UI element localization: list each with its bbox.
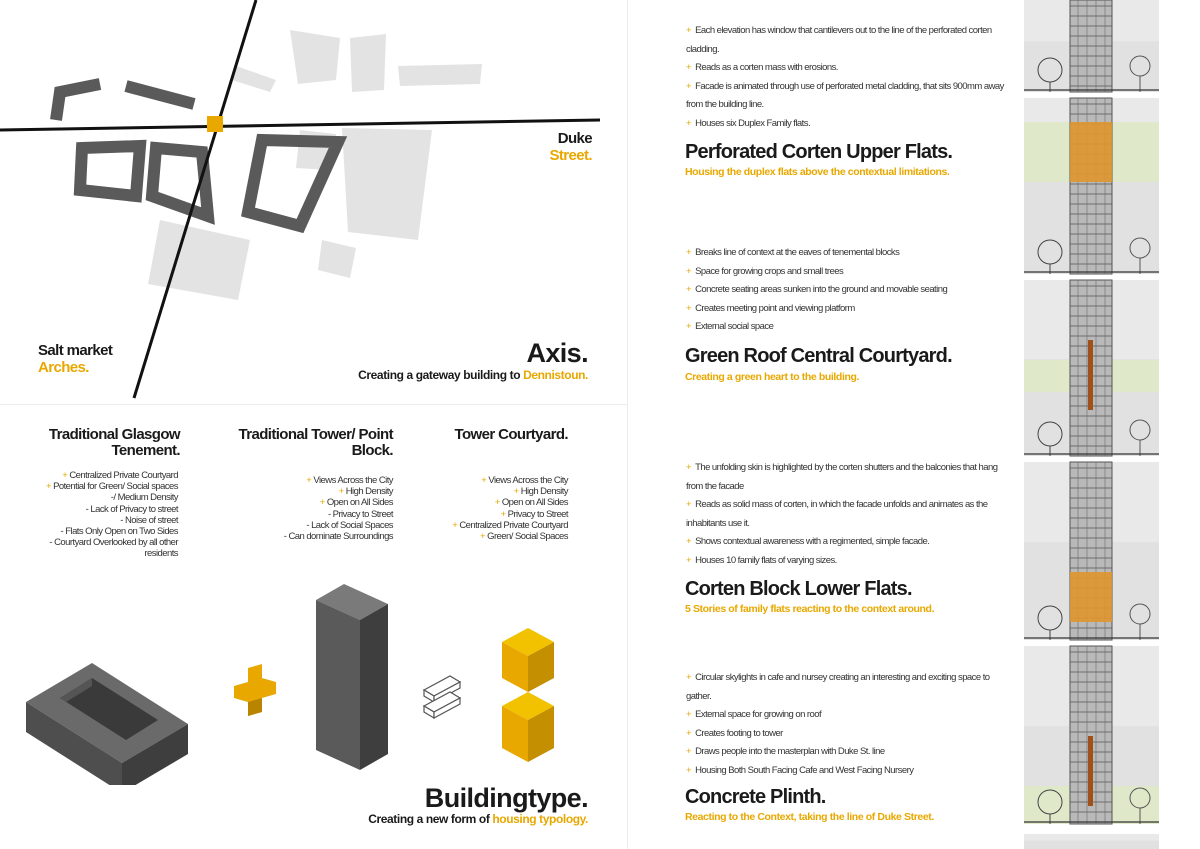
- corten-cladding: [1070, 122, 1112, 182]
- bullet-marker: +: [494, 497, 502, 509]
- duke-street-label: [500, 130, 592, 164]
- list-item-text: Views Across the City: [488, 475, 568, 486]
- bullet-marker: +: [686, 672, 694, 683]
- list-item: [686, 496, 1016, 533]
- bullet-marker: +: [452, 519, 460, 531]
- section-4-subtitle: Reacting to the Context, taking the line of Duke Street.: [685, 811, 934, 823]
- bullet-marker: +: [686, 80, 694, 92]
- section-1-title: Perforated Corten Upper Flats.: [685, 141, 953, 163]
- list-item: [410, 497, 568, 508]
- list-item: [410, 531, 568, 542]
- buildingtype-subtitle-highlight: housing typology.: [492, 812, 588, 826]
- type-title-tower-courtyard: Tower Courtyard.: [454, 426, 568, 443]
- type-list-tower: [235, 475, 393, 542]
- list-item: [235, 486, 393, 497]
- bullet-marker: -: [327, 508, 333, 520]
- list-item-text: Draws people into the masterplan with Duke St. line: [695, 746, 885, 757]
- bullet-marker: +: [306, 475, 314, 486]
- bullet-marker: +: [319, 497, 327, 509]
- list-item: [20, 526, 178, 537]
- axis-subtitle-highlight: Dennistoun.: [523, 368, 588, 382]
- list-item-text: Houses six Duplex Family flats.: [695, 117, 811, 129]
- list-item-text: Houses 10 family flats of varying sizes.: [695, 554, 837, 566]
- list-item: [686, 78, 1016, 115]
- list-item: [686, 725, 1016, 744]
- list-item-text: External space for growing on roof: [695, 709, 822, 720]
- section-1-list: [686, 22, 1016, 133]
- section-4-list: [686, 669, 1016, 780]
- duke-street-axis: [0, 120, 600, 130]
- list-item-text: Each elevation has window that cantilevers out to the line of the perforated corten cladding.: [686, 25, 992, 55]
- bullet-marker: +: [686, 284, 694, 295]
- context-blocks-dark: [56, 84, 338, 226]
- list-item: [686, 59, 1016, 78]
- section-2-subtitle: Creating a green heart to the building.: [685, 371, 860, 383]
- axis-title: Axis.: [526, 338, 588, 368]
- buildingtype-subtitle-text: Creating a new form of: [368, 812, 493, 826]
- section-2-list: [686, 244, 1016, 337]
- salt-label-line1: Salt market: [38, 342, 113, 359]
- list-item-text: Flats Only Open on Two Sides: [65, 526, 178, 538]
- bullet-marker: +: [686, 321, 694, 332]
- list-item-text: Potential for Green/ Social spaces: [53, 481, 178, 493]
- list-item: [410, 520, 568, 531]
- corten-strip: [1088, 340, 1093, 410]
- corten-cladding: [1070, 572, 1112, 622]
- list-item-text: Privacy to Street: [332, 508, 393, 520]
- bullet-marker: -: [306, 519, 312, 531]
- type-title-tenement: Traditional Glasgow Tenement.: [48, 426, 180, 459]
- type-list-tower-courtyard: [410, 475, 568, 542]
- tenement-block: [80, 146, 140, 196]
- bullet-marker: +: [686, 62, 694, 73]
- buildingtype-title: Buildingtype.: [424, 783, 588, 813]
- bullet-marker: +: [686, 727, 694, 739]
- list-item: [686, 318, 1016, 337]
- list-item-text: Creates footing to tower: [695, 727, 783, 739]
- list-item-text: Reads as solid mass of corten, in which the facade unfolds and animates as the inhabitants use it.: [686, 499, 988, 529]
- tenement-block: [56, 84, 100, 120]
- context-block: [342, 128, 432, 240]
- list-item: [686, 115, 1016, 134]
- duke-label-line1: Duke: [557, 130, 592, 147]
- list-item: [235, 497, 393, 508]
- list-item: [20, 504, 178, 515]
- list-item-text: Privacy to Street: [507, 508, 568, 520]
- list-item-text: Space for growing crops and small trees: [695, 265, 844, 277]
- bullet-marker: -: [283, 531, 289, 543]
- list-item-text: Courtyard Overlooked by all other residents: [54, 537, 178, 560]
- axis-subtitle-text: Creating a gateway building to: [358, 368, 524, 382]
- bullet-marker: +: [686, 536, 694, 547]
- bullet-marker: +: [45, 481, 54, 493]
- list-item-text: High Density: [520, 486, 568, 498]
- context-block: [290, 30, 340, 84]
- list-item: [686, 459, 1016, 496]
- bullet-marker: +: [686, 499, 694, 510]
- duke-label-line2: Street.: [549, 147, 592, 164]
- bullet-marker: +: [62, 470, 70, 481]
- bullet-marker: +: [686, 265, 694, 277]
- type-list-tenement: [20, 470, 178, 560]
- list-item: [686, 300, 1016, 319]
- tower-elevation-strip: [1024, 0, 1159, 849]
- bullet-marker: +: [338, 486, 346, 498]
- list-item: [20, 537, 178, 559]
- bullet-marker: +: [686, 462, 694, 473]
- list-item: [410, 486, 568, 497]
- section-4-title: Concrete Plinth.: [685, 786, 826, 808]
- elevation-sky: [1024, 841, 1159, 849]
- tenement-block: [126, 86, 194, 104]
- list-item: [686, 552, 1016, 571]
- equals-icon: [424, 676, 460, 718]
- list-item: [686, 22, 1016, 59]
- list-item: [686, 263, 1016, 282]
- list-item-text: External social space: [695, 321, 774, 332]
- list-item-text: Shows contextual awareness with a regimented, simple facade.: [695, 536, 930, 547]
- list-item: [235, 520, 393, 531]
- list-item: [686, 244, 1016, 263]
- bullet-marker: +: [481, 475, 489, 486]
- list-item-text: Can dominate Surroundings: [288, 531, 393, 543]
- section-3-title: Corten Block Lower Flats.: [685, 578, 912, 600]
- context-block: [398, 64, 482, 86]
- buildingtype-subtitle: [300, 812, 588, 826]
- section-3-subtitle: 5 Stories of family flats reacting to the context around.: [685, 603, 935, 615]
- bullet-marker: +: [686, 746, 694, 757]
- list-item-text: Open on All Sides: [326, 497, 393, 509]
- list-item: [410, 509, 568, 520]
- list-item: [20, 492, 178, 503]
- list-item: [20, 470, 178, 481]
- bullet-marker: +: [686, 302, 694, 314]
- building-type-diagram: [0, 575, 627, 785]
- list-item-text: Centralized Private Courtyard: [459, 519, 568, 531]
- list-item-text: Housing Both South Facing Cafe and West Facing Nursery: [695, 764, 914, 776]
- bullet-marker: +: [480, 531, 488, 543]
- bullet-marker: +: [686, 117, 694, 129]
- list-item-text: Circular skylights in cafe and nursey creating an interesting and exciting space to gather.: [686, 672, 990, 702]
- bullet-marker: -: [49, 537, 55, 549]
- bullet-marker: -/: [110, 492, 118, 504]
- bullet-marker: +: [686, 247, 694, 258]
- type-title-tower: Traditional Tower/ Point Block.: [238, 426, 393, 459]
- list-item-text: Facade is animated through use of perforated metal cladding, that sits 900mm away from the building line.: [686, 80, 1004, 110]
- list-item-text: Concrete seating areas sunken into the ground and movable seating: [695, 284, 948, 295]
- bullet-marker: +: [686, 25, 694, 36]
- list-item-text: The unfolding skin is highlighted by the corten shutters and the balconies that hang from the facade: [686, 462, 998, 492]
- bullet-marker: -: [60, 526, 66, 538]
- axis-subtitle: [300, 368, 588, 382]
- list-item-text: Centralized Private Courtyard: [69, 470, 178, 481]
- section-1-subtitle: Housing the duplex flats above the contextual limitations.: [685, 166, 950, 178]
- list-item-text: Views Across the City: [313, 475, 393, 486]
- tower-block-3d: [316, 584, 388, 770]
- bullet-marker: +: [513, 486, 521, 498]
- bullet-marker: -: [120, 514, 125, 526]
- section-3-list: [686, 459, 1016, 570]
- list-item-text: Medium Density: [117, 492, 178, 504]
- list-item-text: Noise of street: [125, 514, 178, 526]
- center-divider: [627, 0, 628, 849]
- list-item: [235, 531, 393, 542]
- list-item: [686, 669, 1016, 706]
- list-item: [20, 515, 178, 526]
- bullet-marker: +: [686, 709, 694, 720]
- context-block: [318, 240, 356, 278]
- plus-icon: [234, 664, 276, 716]
- bullet-marker: +: [686, 554, 694, 566]
- list-item: [20, 481, 178, 492]
- tower-courtyard-3d: [502, 628, 554, 762]
- bullet-marker: +: [686, 764, 694, 776]
- context-block: [350, 34, 386, 92]
- list-item: [686, 762, 1016, 781]
- bullet-marker: +: [500, 508, 508, 520]
- list-item: [235, 475, 393, 486]
- list-item: [686, 533, 1016, 552]
- list-item-text: Breaks line of context at the eaves of tenemental blocks: [695, 247, 900, 258]
- corten-strip: [1088, 736, 1093, 806]
- list-item-text: Open on All Sides: [501, 497, 568, 509]
- list-item-text: Reads as a corten mass with erosions.: [695, 62, 838, 73]
- list-item: [235, 509, 393, 520]
- list-item: [686, 743, 1016, 762]
- list-item-text: Lack of Privacy to street: [90, 503, 178, 515]
- list-item-text: Lack of Social Spaces: [311, 519, 393, 531]
- bullet-marker: -: [85, 503, 91, 515]
- list-item: [410, 475, 568, 486]
- tenement-block-3d: [26, 663, 188, 785]
- left-divider: [0, 404, 627, 405]
- list-item-text: Creates meeting point and viewing platform: [695, 302, 855, 314]
- section-2-title: Green Roof Central Courtyard.: [685, 345, 952, 367]
- context-block: [148, 220, 250, 300]
- saltmarket-label: [38, 342, 158, 376]
- list-item-text: Green/ Social Spaces: [487, 531, 568, 543]
- context-block: [232, 66, 276, 92]
- gateway-site-marker: [207, 116, 223, 132]
- list-item-text: High Density: [345, 486, 393, 498]
- list-item: [686, 706, 1016, 725]
- list-item: [686, 281, 1016, 300]
- salt-label-line2: Arches.: [38, 359, 89, 376]
